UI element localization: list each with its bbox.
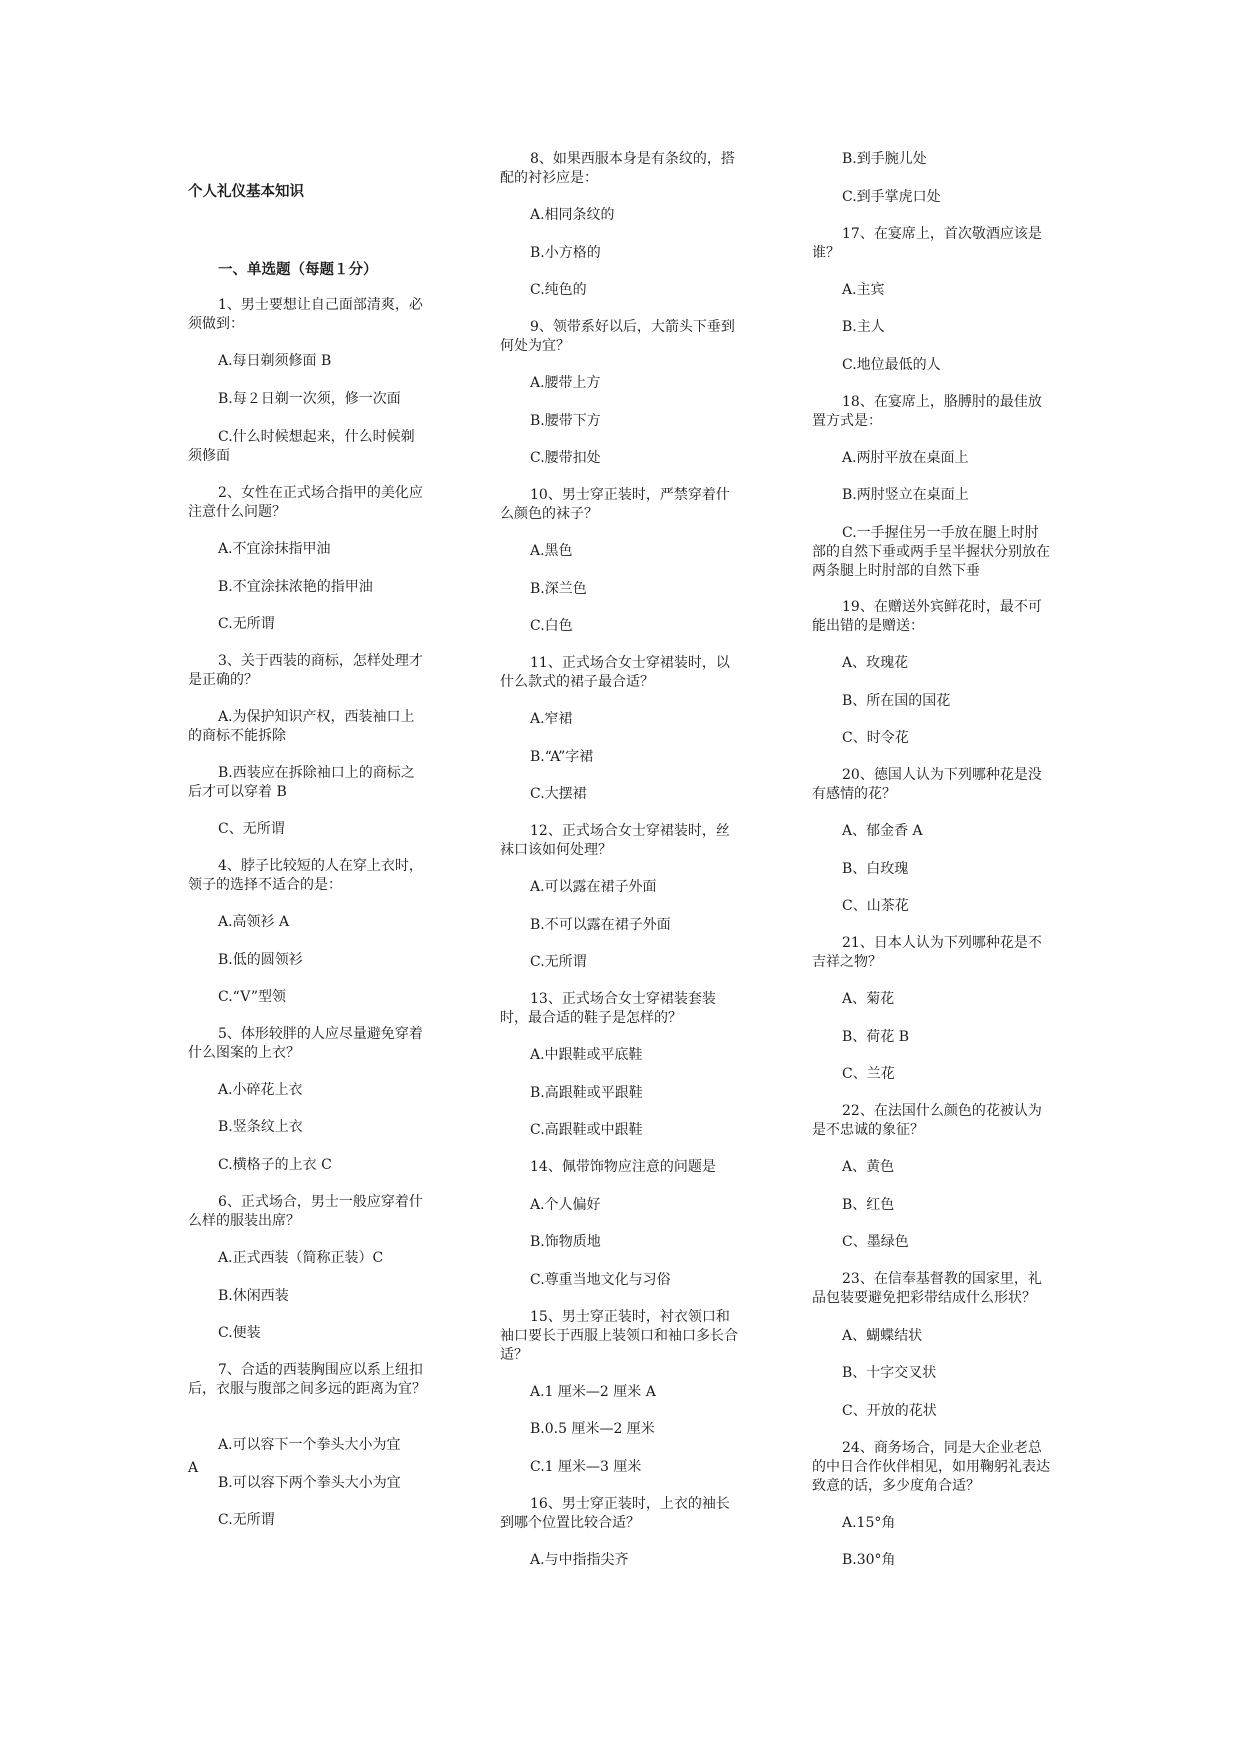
answer-option: A.可以露在裙子外面 — [530, 879, 657, 895]
answer-option: B.低的圆领衫 — [218, 952, 303, 968]
question-text: 15、男士穿正装时，衬衣领口和袖口要长于西服上装领口和袖口多长合适？ — [500, 1309, 738, 1363]
answer-option: C、山茶花 — [842, 898, 909, 914]
answer-option: A.正式西装（简称正装）C — [218, 1250, 384, 1266]
answer-option: B.两肘竖立在桌面上 — [842, 487, 969, 503]
answer-option: B、红色 — [842, 1197, 895, 1213]
answer-option: B.每２日剃一次须，修一次面 — [218, 391, 401, 407]
answer-option: C.便装 — [218, 1325, 261, 1341]
answer-option: B.腰带下方 — [530, 413, 601, 429]
answer-option: B.竖条纹上衣 — [218, 1119, 303, 1135]
answer-option: C.腰带扣处 — [530, 450, 601, 466]
question-text: 11、正式场合女士穿裙装时，以什么款式的裙子最合适？ — [500, 655, 730, 690]
answer-option: A.个人偏好 — [530, 1197, 601, 1213]
answer-option: B、荷花 B — [842, 1029, 910, 1045]
question-text: 22、在法国什么颜色的花被认为是不忠诚的象征？ — [812, 1103, 1042, 1138]
answer-option: C.纯色的 — [530, 282, 587, 298]
answer-option: A.15°角 — [842, 1515, 896, 1531]
document-title: 个人礼仪基本知识 — [188, 183, 304, 200]
answer-option: A、菊花 — [842, 991, 895, 1007]
answer-option: B.“A”字裙 — [530, 749, 594, 765]
question-text: 16、男士穿正装时，上衣的袖长到哪个位置比较合适？ — [500, 1496, 730, 1531]
question-text: 7、合适的西装胸围应以系上纽扣后，衣服与腹部之间多远的距离为宜？ — [188, 1362, 426, 1397]
answer-mark: A — [188, 1460, 199, 1476]
answer-option: C、兰花 — [842, 1066, 895, 1082]
answer-option: C.横格子的上衣 C — [218, 1157, 332, 1173]
answer-option: C.地位最低的人 — [842, 357, 941, 373]
question-text: 9、领带系好以后，大箭头下垂到何处为宜？ — [500, 319, 735, 354]
question-text: 23、在信奉基督教的国家里，礼品包装要避免把彩带结成什么形状？ — [812, 1271, 1042, 1306]
answer-option: C.白色 — [530, 618, 573, 634]
question-text: 8、如果西服本身是有条纹的，搭配的衬衫应是： — [500, 151, 735, 186]
question-text: 1、男士要想让自己面部清爽，必须做到： — [188, 297, 423, 332]
answer-option: A.两肘平放在桌面上 — [842, 450, 969, 466]
answer-option: B.可以容下两个拳头大小为宜 — [218, 1475, 401, 1491]
answer-option: C.“V”型领 — [218, 989, 286, 1005]
answer-option: A.1 厘米—2 厘米 A — [530, 1384, 656, 1400]
question-text: B.西装应在拆除袖口上的商标之后才可以穿着 B — [188, 765, 415, 800]
answer-option: B.休闲西装 — [218, 1288, 289, 1304]
answer-option: C.无所谓 — [530, 954, 587, 970]
question-text: 5、体形较胖的人应尽量避免穿着什么图案的上衣？ — [188, 1026, 423, 1061]
answer-option: C.尊重当地文化与习俗 — [530, 1272, 671, 1288]
answer-option: A.不宜涂抹指甲油 — [218, 541, 331, 557]
answer-option: A、玫瑰花 — [842, 655, 909, 671]
question-text: 20、德国人认为下列哪种花是没有感情的花？ — [812, 767, 1042, 802]
answer-option: B.高跟鞋或平跟鞋 — [530, 1085, 643, 1101]
answer-option: A.与中指指尖齐 — [530, 1552, 629, 1568]
answer-option: A、郁金香 A — [842, 823, 923, 839]
answer-option: A、黄色 — [842, 1159, 895, 1175]
answer-option: C.无所谓 — [218, 1512, 275, 1528]
answer-option: A.高领衫 A — [218, 914, 290, 930]
answer-option: A.腰带上方 — [530, 375, 601, 391]
answer-option: A.每日剃须修面 B — [218, 353, 332, 369]
section-heading: 一、单选题（每题１分） — [218, 261, 378, 278]
question-text: 2、女性在正式场合指甲的美化应注意什么问题？ — [188, 485, 423, 520]
answer-option: C.到手掌虎口处 — [842, 189, 941, 205]
answer-option: B、所在国的国花 — [842, 693, 951, 709]
answer-option: C.大摆裙 — [530, 786, 587, 802]
answer-option: A.窄裙 — [530, 711, 573, 727]
question-text: 18、在宴席上，胳膊肘的最佳放置方式是： — [812, 394, 1042, 429]
question-text: C.一手握住另一手放在腿上时肘部的自然下垂或两手呈半握状分别放在两条腿上时肘部的自然下垂 — [812, 525, 1050, 579]
question-text: 19、在赠送外宾鲜花时，最不可能出错的是赠送： — [812, 599, 1042, 634]
question-text: 24、商务场合，同是大企业老总的中日合作伙伴相见，如用鞠躬礼表达致意的话，多少度角合适？ — [812, 1440, 1050, 1494]
question-text: 6、正式场合，男士一般应穿着什么样的服装出席？ — [188, 1194, 423, 1229]
answer-option: B.不可以露在裙子外面 — [530, 917, 671, 933]
answer-option: C.无所谓 — [218, 616, 275, 632]
answer-option: A.主宾 — [842, 282, 885, 298]
answer-option: C.1 厘米—3 厘米 — [530, 1459, 642, 1475]
answer-option: C.高跟鞋或中跟鞋 — [530, 1122, 643, 1138]
answer-option: C、墨绿色 — [842, 1234, 909, 1250]
answer-option: A.可以容下一个拳头大小为宜 — [218, 1437, 401, 1453]
question-text: 10、男士穿正装时，严禁穿着什么颜色的袜子？ — [500, 487, 730, 522]
answer-option: A.黑色 — [530, 543, 573, 559]
question-text: C.什么时候想起来，什么时候剃须修面 — [188, 429, 415, 464]
question-text: 17、在宴席上，首次敬酒应该是谁？ — [812, 226, 1042, 261]
answer-option: B.主人 — [842, 319, 885, 335]
answer-option: C、无所谓 — [218, 821, 285, 837]
question-text: 21、日本人认为下列哪种花是不吉祥之物？ — [812, 935, 1042, 970]
answer-option: B、白玫瑰 — [842, 861, 909, 877]
answer-option: B.0.5 厘米—2 厘米 — [530, 1421, 655, 1437]
answer-option: B.深兰色 — [530, 581, 587, 597]
answer-option: A.相同条纹的 — [530, 207, 615, 223]
answer-option: B.饰物质地 — [530, 1234, 601, 1250]
answer-option: A.中跟鞋或平底鞋 — [530, 1047, 643, 1063]
answer-option: A、蝴蝶结状 — [842, 1328, 923, 1344]
answer-option: B、十字交叉状 — [842, 1365, 937, 1381]
answer-option: C、开放的花状 — [842, 1403, 937, 1419]
answer-option: B.小方格的 — [530, 245, 601, 261]
question-text: 12、正式场合女士穿裙装时，丝袜口该如何处理？ — [500, 823, 730, 858]
question-text: 3、关于西装的商标，怎样处理才是正确的？ — [188, 653, 423, 688]
question-text: 13、正式场合女士穿裙装套装时，最合适的鞋子是怎样的？ — [500, 991, 716, 1026]
answer-option: B.不宜涂抹浓艳的指甲油 — [218, 579, 373, 595]
answer-option: B.30°角 — [842, 1552, 896, 1568]
question-text: A.为保护知识产权，西装袖口上的商标不能拆除 — [188, 709, 415, 744]
answer-option: C、时令花 — [842, 730, 909, 746]
answer-option: B.到手腕儿处 — [842, 151, 927, 167]
question-text: 4、脖子比较短的人在穿上衣时，领子的选择不适合的是： — [188, 858, 423, 893]
answer-option: A.小碎花上衣 — [218, 1082, 303, 1098]
question-text: 14、佩带饰物应注意的问题是 — [530, 1159, 716, 1175]
